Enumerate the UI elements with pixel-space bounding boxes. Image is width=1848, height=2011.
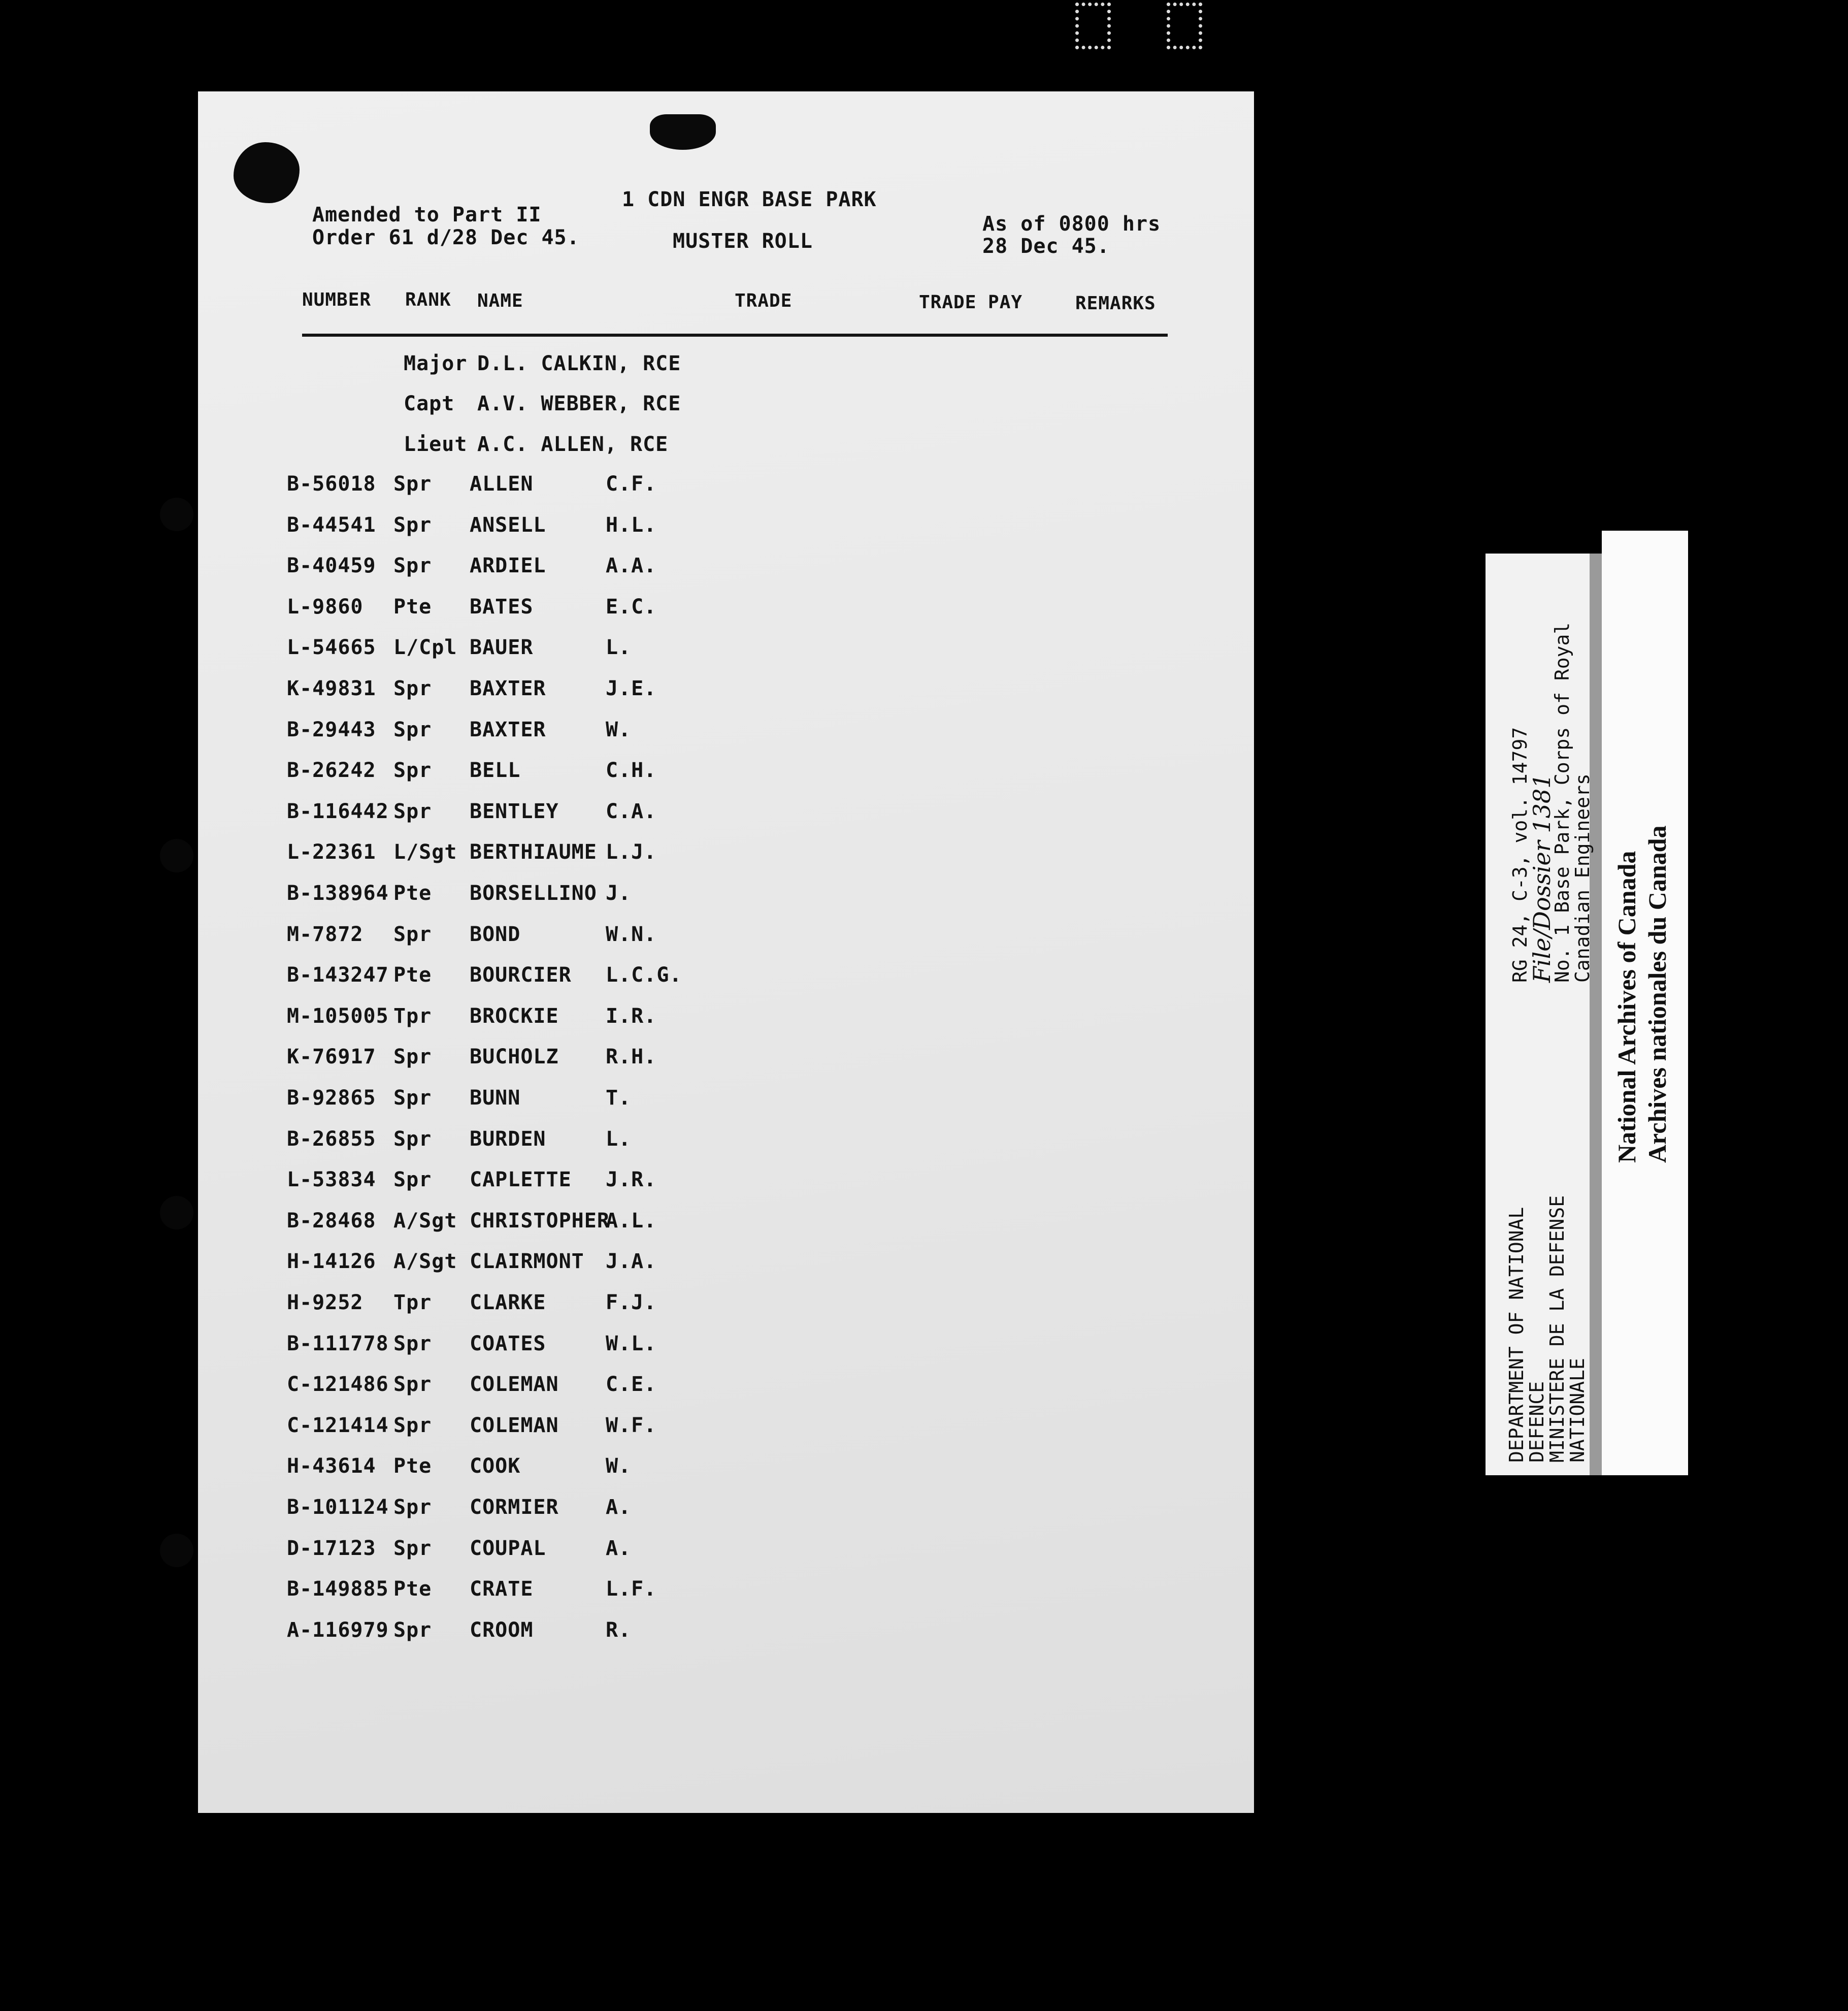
initials: E.C. (606, 595, 657, 619)
initials: W.L. (606, 1332, 657, 1355)
service-number: B-116442 (287, 800, 389, 823)
surname: BURDEN (470, 1127, 546, 1151)
initials: H.L. (606, 513, 657, 537)
service-number: B-101124 (287, 1496, 389, 1519)
roster-row (198, 677, 1254, 707)
surname: BERTHIAUME (470, 840, 597, 864)
rank: L/Cpl (393, 636, 457, 659)
rank: Spr (393, 1373, 432, 1396)
officer-name: A.C. ALLEN, RCE (477, 433, 669, 456)
initials: C.H. (606, 759, 657, 782)
initials: A. (606, 1537, 632, 1560)
surname: CAPLETTE (470, 1168, 572, 1191)
roster-row (198, 472, 1254, 503)
surname: BUNN (470, 1086, 521, 1110)
archive-reference: RG 24, C-3, vol. 14797 (1509, 727, 1531, 983)
dept-line-2: DEFENCE (1526, 1381, 1548, 1463)
initials: W.N. (606, 923, 657, 946)
roster-row (198, 636, 1254, 666)
officer-rank: Capt (404, 392, 455, 415)
surname: BAUER (470, 636, 534, 659)
service-number: B-26242 (287, 759, 376, 782)
surname: BENTLEY (470, 800, 559, 823)
rank: Spr (393, 923, 432, 946)
surname: BORSELLINO (470, 882, 597, 905)
roster-row (198, 923, 1254, 953)
as-of-line-1: As of 0800 hrs (982, 212, 1161, 236)
label-divider (1590, 554, 1602, 1475)
roster-row (198, 1332, 1254, 1363)
service-number: M-105005 (287, 1004, 389, 1028)
initials: J.E. (606, 677, 657, 700)
service-number: B-28468 (287, 1209, 376, 1232)
roster-row (198, 1373, 1254, 1403)
service-number: L-53834 (287, 1168, 376, 1191)
surname: BOND (470, 923, 521, 946)
service-number: M-7872 (287, 923, 364, 946)
service-number: K-76917 (287, 1045, 376, 1068)
surname: BATES (470, 595, 534, 619)
roster-row (198, 554, 1254, 585)
rank: Spr (393, 554, 432, 577)
initials: C.E. (606, 1373, 657, 1396)
punch-hole (160, 498, 193, 531)
initials: W. (606, 1454, 632, 1478)
surname: BELL (470, 759, 521, 782)
service-number: B-111778 (287, 1332, 389, 1355)
initials: L.J. (606, 840, 657, 864)
service-number: B-56018 (287, 472, 376, 496)
unit-title: 1 CDN ENGR BASE PARK (622, 188, 877, 211)
service-number: C-121486 (287, 1373, 389, 1396)
rank: Spr (393, 677, 432, 700)
service-number: B-29443 (287, 718, 376, 741)
amended-line-1: Amended to Part II (312, 203, 542, 226)
rank: Pte (393, 882, 432, 905)
rank: Spr (393, 800, 432, 823)
roster-row (198, 595, 1254, 626)
rank: Spr (393, 1086, 432, 1110)
film-frame-mark (1075, 3, 1111, 49)
officer-name: D.L. CALKIN, RCE (477, 352, 681, 375)
initials: J.R. (606, 1168, 657, 1191)
archives-name-fr: Archives nationales du Canada (1643, 825, 1671, 1163)
roster-row (198, 759, 1254, 789)
surname: CORMIER (470, 1496, 559, 1519)
surname: COUPAL (470, 1537, 546, 1560)
service-number: B-92865 (287, 1086, 376, 1110)
surname: COOK (470, 1454, 521, 1478)
initials: A.A. (606, 554, 657, 577)
amended-line-2: Order 61 d/28 Dec 45. (312, 226, 580, 249)
roster-row (198, 1577, 1254, 1608)
service-number: B-143247 (287, 963, 389, 987)
initials: W. (606, 718, 632, 741)
surname: BAXTER (470, 677, 546, 700)
initials: A.L. (606, 1209, 657, 1232)
column-header-remarks: REMARKS (1075, 293, 1156, 314)
surname: ALLEN (470, 472, 534, 496)
surname: CHRISTOPHER (470, 1209, 610, 1232)
roster-row (198, 800, 1254, 830)
ink-blot (650, 114, 716, 150)
rank: Spr (393, 1127, 432, 1151)
rank: Tpr (393, 1291, 432, 1314)
rank: Spr (393, 1168, 432, 1191)
surname: COLEMAN (470, 1414, 559, 1437)
rank: Tpr (393, 1004, 432, 1028)
rank: Spr (393, 1496, 432, 1519)
initials: L.C.G. (606, 963, 682, 987)
rank: Spr (393, 1414, 432, 1437)
service-number: B-149885 (287, 1577, 389, 1601)
header-rule (302, 334, 1168, 337)
ink-blot (234, 142, 300, 203)
surname: BROCKIE (470, 1004, 559, 1028)
rank: Spr (393, 759, 432, 782)
column-header-rank: RANK (405, 289, 451, 310)
roster-row (198, 1618, 1254, 1649)
punch-hole (160, 1534, 193, 1567)
roster-row (198, 882, 1254, 912)
surname: ANSELL (470, 513, 546, 537)
rank: Spr (393, 718, 432, 741)
roster-row (198, 1291, 1254, 1321)
service-number: B-138964 (287, 882, 389, 905)
roster-row (198, 1537, 1254, 1567)
service-number: H-14126 (287, 1250, 376, 1273)
initials: L. (606, 1127, 632, 1151)
roster-row (198, 1004, 1254, 1035)
file-description-2: Canadian Engineers (1571, 773, 1594, 983)
roster-row (198, 1454, 1254, 1485)
roster-row (198, 513, 1254, 544)
file-description-1: No. 1 Base Park, Corps of Royal (1551, 622, 1573, 983)
roster-row (198, 840, 1254, 871)
dept-line-4: NATIONALE (1566, 1358, 1589, 1463)
muster-roll-sheet (198, 91, 1254, 1813)
surname: CROOM (470, 1618, 534, 1642)
service-number: L-22361 (287, 840, 376, 864)
initials: F.J. (606, 1291, 657, 1314)
dept-line-3: MINISTERE DE LA DEFENSE (1546, 1195, 1568, 1463)
rank: Pte (393, 1454, 432, 1478)
punch-hole (160, 839, 193, 872)
service-number: D-17123 (287, 1537, 376, 1560)
service-number: K-49831 (287, 677, 376, 700)
roster-row (198, 1250, 1254, 1280)
surname: CRATE (470, 1577, 534, 1601)
roster-row (198, 718, 1254, 749)
service-number: C-121414 (287, 1414, 389, 1437)
rank: Pte (393, 963, 432, 987)
service-number: B-40459 (287, 554, 376, 577)
rank: Pte (393, 1577, 432, 1601)
service-number: L-54665 (287, 636, 376, 659)
roster-row (198, 1127, 1254, 1158)
service-number: H-43614 (287, 1454, 376, 1478)
rank: Spr (393, 1332, 432, 1355)
surname: BOURCIER (470, 963, 572, 987)
surname: ARDIEL (470, 554, 546, 577)
rank: Spr (393, 1537, 432, 1560)
roll-title: MUSTER ROLL (673, 230, 813, 253)
rank: A/Sgt (393, 1250, 457, 1273)
roster-row (198, 1496, 1254, 1526)
roster-row (198, 1086, 1254, 1117)
initials: L.F. (606, 1577, 657, 1601)
surname: CLARKE (470, 1291, 546, 1314)
rank: Spr (393, 472, 432, 496)
service-number: H-9252 (287, 1291, 364, 1314)
service-number: L-9860 (287, 595, 364, 619)
column-header-number: NUMBER (302, 289, 372, 310)
roster-row (198, 1045, 1254, 1076)
roster-row (198, 1209, 1254, 1240)
rank: Pte (393, 595, 432, 619)
initials: C.A. (606, 800, 657, 823)
initials: R. (606, 1618, 632, 1642)
rank: Spr (393, 513, 432, 537)
file-dossier-number: File/Dossier 1381 (1528, 773, 1556, 983)
rank: Spr (393, 1618, 432, 1642)
initials: I.R. (606, 1004, 657, 1028)
column-header-trade: TRADE (735, 290, 793, 311)
film-frame-mark (1167, 3, 1202, 49)
officer-rank: Lieut (404, 433, 468, 456)
surname: COLEMAN (470, 1373, 559, 1396)
initials: T. (606, 1086, 632, 1110)
officer-rank: Major (404, 352, 468, 375)
as-of-line-2: 28 Dec 45. (982, 235, 1110, 258)
rank: L/Sgt (393, 840, 457, 864)
initials: R.H. (606, 1045, 657, 1068)
initials: W.F. (606, 1414, 657, 1437)
officer-name: A.V. WEBBER, RCE (477, 392, 681, 415)
initials: J.A. (606, 1250, 657, 1273)
roster-row (198, 963, 1254, 994)
service-number: B-26855 (287, 1127, 376, 1151)
archives-name-en: National Archives of Canada (1612, 851, 1641, 1163)
initials: J. (606, 882, 632, 905)
roster-row (198, 1414, 1254, 1444)
rank: Spr (393, 1045, 432, 1068)
column-header-name: NAME (477, 290, 523, 311)
service-number: B-44541 (287, 513, 376, 537)
rank: A/Sgt (393, 1209, 457, 1232)
surname: BAXTER (470, 718, 546, 741)
dept-line-1: DEPARTMENT OF NATIONAL (1505, 1207, 1528, 1463)
service-number: A-116979 (287, 1618, 389, 1642)
surname: BUCHOLZ (470, 1045, 559, 1068)
initials: C.F. (606, 472, 657, 496)
punch-hole (160, 1196, 193, 1229)
roster-row (198, 1168, 1254, 1198)
surname: CLAIRMONT (470, 1250, 584, 1273)
initials: L. (606, 636, 632, 659)
initials: A. (606, 1496, 632, 1519)
surname: COATES (470, 1332, 546, 1355)
column-header-trade-pay: TRADE PAY (919, 292, 1023, 313)
